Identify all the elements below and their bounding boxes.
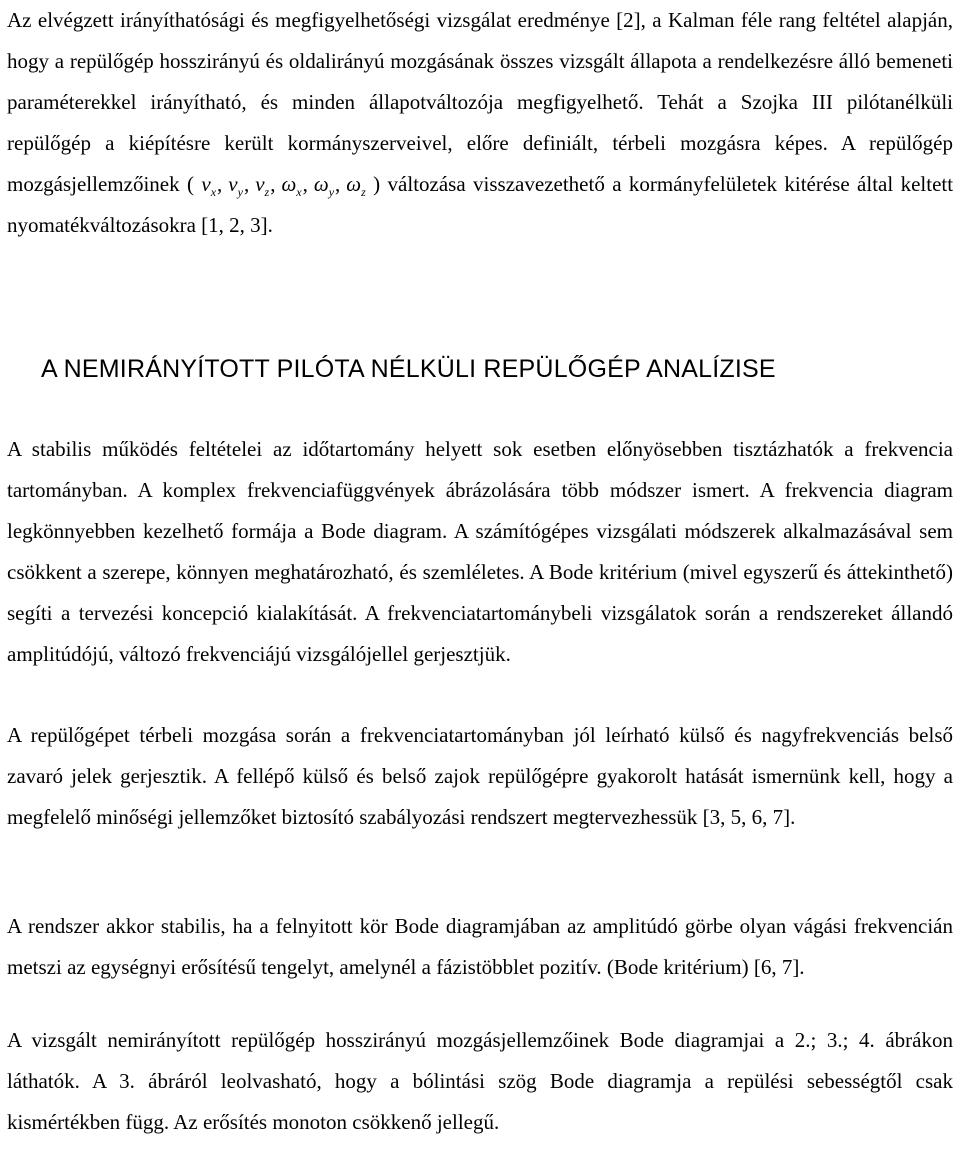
formula-close-paren: ) bbox=[373, 172, 381, 196]
formula-separator: , bbox=[335, 172, 341, 196]
formula-term-base: v bbox=[255, 172, 265, 196]
formula-terms bbox=[201, 172, 373, 199]
formula-term bbox=[228, 172, 243, 199]
formula-term bbox=[346, 172, 366, 199]
formula-term bbox=[281, 172, 302, 199]
paragraph-controllability-text: Az elvégzett irányíthatósági és megfigyelhetőségi vizsgálat eredménye [2], a Kalman féle rang feltétel alapján, hogy a repülőgép hosszirányú és oldalirányú mozgásának összes vizsgált állapota a rendelkezésre álló bemeneti paraméterekkel irányítható, és minden állapotváltozója megfigyelhető. Tehát a Szojka III pilótanélküli repülőgép a kiépítésre került kormányszerveivel, előre definiált, térbeli mozgásra képes. A repülőgép mozgásjellemzőinek bbox=[7, 8, 953, 196]
formula-separator: , bbox=[243, 172, 250, 196]
formula-term-base: ω bbox=[313, 172, 329, 196]
formula-open-paren: ( bbox=[187, 172, 194, 196]
formula-term bbox=[201, 172, 217, 199]
formula-term bbox=[313, 172, 335, 199]
paragraph-controllability-text-end: változása visszavezethető a kormányfelületek kitérése által keltett nyomatékváltozásokra [1, 2, 3]. bbox=[7, 172, 954, 237]
formula-term bbox=[255, 172, 270, 199]
formula-term-subscript: x bbox=[210, 185, 217, 199]
formula-separator: , bbox=[270, 172, 276, 196]
formula-term-subscript: z bbox=[264, 185, 270, 199]
formula-term-subscript: y bbox=[328, 185, 335, 199]
formula-term-base: ω bbox=[281, 172, 297, 196]
paragraph-frequency-domain: A stabilis működés feltételei az időtartomány helyett sok esetben előnyösebben tisztázhatók a frekvencia tartományban. A komplex frekvenciafüggvények ábrázolására több módszer ismert. A frekvencia diagram legkönnyebben kezelhető formája a Bode diagram. A számítógépes vizsgálati módszerek alkalmazásával sem csökkent a szerepe, könnyen meghatározható, és szemléletes. A Bode kritérium (mivel egyszerű és áttekinthető) segíti a tervezési koncepció kialakítását. A frekvenciatartománybeli vizsgálatok során a rendszereket állandó amplitúdójú, változó frekvenciájú vizsgálójellel gerjesztjük. bbox=[7, 437, 953, 666]
formula-term-base: v bbox=[228, 172, 238, 196]
section-heading: A NEMIRÁNYÍTOTT PILÓTA NÉLKÜLI REPÜLŐGÉP ANALÍZISE bbox=[41, 355, 776, 383]
paragraph-controllability bbox=[7, 0, 953, 246]
formula-term-base: ω bbox=[346, 172, 362, 196]
paragraph-bode-criterion: A rendszer akkor stabilis, ha a felnyitott kör Bode diagramjában az amplitúdó görbe olyan vágási frekvencián metszi az egységnyi erősítésű tengelyt, amelynél a fázistöbblet pozitív. (Bode kritérium) [6, 7]. bbox=[7, 914, 953, 979]
formula-term-subscript: y bbox=[237, 185, 243, 199]
motion-variables-formula bbox=[187, 172, 381, 199]
formula-term-base: v bbox=[201, 172, 211, 196]
formula-term-subscript: z bbox=[361, 185, 366, 199]
formula-separator: , bbox=[302, 172, 308, 196]
paragraph-bode-diagrams: A vizsgált nemirányított repülőgép hosszirányú mozgásjellemzőinek Bode diagramjai a 2.; 3.; 4. ábrákon láthatók. A 3. ábráról leolvasható, hogy a bólintási szög Bode diagramja a repülési sebességtől csak kismértékben függ. Az erősítés monoton csökkenő jellegű. bbox=[7, 1028, 953, 1134]
formula-term-subscript: x bbox=[296, 185, 302, 199]
paragraph-disturbances: A repülőgépet térbeli mozgása során a frekvenciatartományban jól leírható külső és nagyfrekvenciás belső zavaró jelek gerjesztik. A fellépő külső és belső zajok repülőgépre gyakorolt hatását ismernünk kell, hogy a megfelelő minőségi jellemzőket biztosító szabályozási rendszert megtervezhessük [3, 5, 6, 7]. bbox=[7, 723, 953, 829]
formula-separator: , bbox=[217, 172, 223, 196]
